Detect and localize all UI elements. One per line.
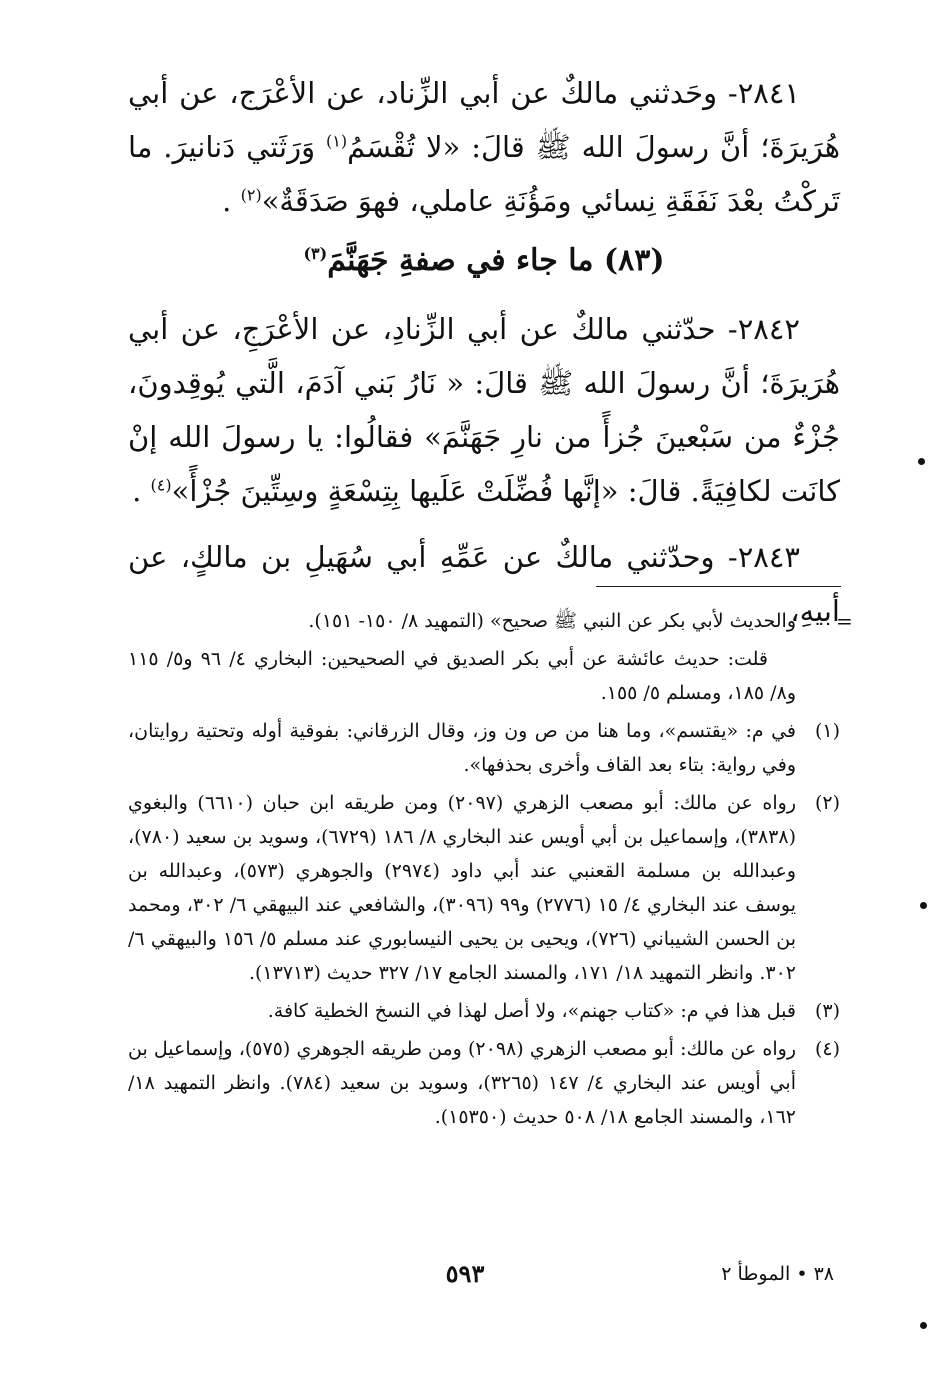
footnote-ref-2: (٢) (240, 185, 262, 205)
footnote-number: (٣) (814, 1000, 840, 1022)
footnote-1 (128, 714, 840, 782)
footnote-ref-3: (٣) (303, 244, 328, 263)
hadith-2842 (128, 302, 840, 518)
chapter-heading-text: (٨٣) ما جاء في صفةِ جَهَنَّمَ (327, 243, 665, 278)
hadith-2842-text: ٢٨٤٢- حدّثني مالكٌ عن أبي الزِّنادِ، عن الأعْرَجِ، عن أبي هُرَيرَةَ؛ أنَّ رسولَ الله ﷺ قالَ: « نَارُ بَني آدَمَ، الَّتي يُوقِدونَ، جُزْءٌ من سَبْعينَ جُزأً من نارِ جَهَنَّمَ» فقالُوا: يا رسولَ الله إنْ كانَت لكافِيَةً. قالَ: «إنَّها فُضِّلَتْ عَلَيها بِتِسْعَةٍ وسِتِّينَ جُزْأً» (128, 312, 840, 508)
footnote-number: (٢) (814, 792, 840, 814)
paragraph-gap (128, 518, 840, 530)
footnote-3 (128, 994, 840, 1028)
footnote-4 (128, 1032, 840, 1134)
chapter-heading (128, 234, 840, 288)
scan-dot (918, 458, 925, 465)
footnote-separator (596, 586, 841, 587)
hadith-2841-text-cont: وَرَثَتي دَنانيرَ. ما تَركْتُ بعْدَ نَفَقَةِ نِسائي ومَؤُنَةِ عاملي، فهوَ صَدَقَةٌ» (128, 130, 840, 218)
footnote-number: (١) (814, 720, 840, 742)
main-text (128, 66, 840, 638)
hadith-2842-end: . (132, 474, 151, 508)
scan-dot (920, 1322, 927, 1329)
continuation-marker: = (836, 609, 853, 633)
page-number: ٥٩٣ (445, 1259, 485, 1288)
footnote-ref-1: (١) (326, 131, 348, 151)
footnote-text: قبل هذا في م: «كتاب جهنم»، ولا أصل لهذا في النسخ الخطية كافة. (267, 1000, 796, 1022)
footnote-text: في م: «يقتسم»، وما هنا من ص ون وز، وقال الزرقاني: بفوقية أوله وتحتية روايتان، وفي رواية: بتاء بعد القاف وأخرى بحذفها». (128, 720, 796, 776)
footnote-text: رواه عن مالك: أبو مصعب الزهري (٢٠٩٧) ومن طريقه ابن حبان (٦٦١٠) والبغوي (٣٨٣٨)، وإسماعيل بن أبي أويس عند البخاري ٨/ ١٨٦ (٦٧٢٩)، وسويد بن سعيد (٧٨٠)، وعبدالله بن مسلمة القعنبي عند أبي داود (٢٩٧٤) والجوهري (٥٧٣)، وعبدالله بن يوسف عند البخاري ٤/ ١٥ (٢٧٧٦) و٩٩ (٣٠٩٦)، والشافعي عند البيهقي ٦/ ٣٠٢، ومحمد بن الحسن الشيباني (٧٢٦)، ويحيى بن يحيى النيسابوري عند مسلم ٥/ ١٥٦ والبيهقي ٦/ ٣٠٢. وانظر التمهيد ١٨/ ١٧١، والمسند الجامع ١٧/ ٣٢٧ حديث (١٣٧١٣). (128, 792, 796, 984)
hadith-2843: ٢٨٤٣- وحدّثني مالكٌ عن عَمِّهِ أبي سُهَيلِ بن مالكٍ، عن أبيهِ، (128, 540, 840, 628)
footnote-ref-4: (٤) (150, 475, 172, 495)
signature-mark: ٣٨ • الموطأ ٢ (721, 1263, 834, 1285)
hadith-2841-text: ٢٨٤١- وحَدثني مالكٌ عن أبي الزِّناد، عن الأعْرَج، عن أبي هُرَيرَةَ؛ أنَّ رسولَ الله ﷺ قالَ: «لا تُقْسَمُ (128, 76, 840, 164)
hadith-2841-end: . (222, 184, 241, 218)
footnote-qultu: قلت: حديث عائشة عن أبي بكر الصديق في الصحيحين: البخاري ٤/ ٩٦ و٥/ ١١٥ و٨/ ١٨٥، ومسلم ٥/ ١٥٥. (128, 648, 796, 704)
hadith-2841 (128, 66, 840, 228)
footnote-continuation: والحديث لأبي بكر عن النبي ﷺ صحيح» (التمهيد ٨/ ١٥٠- ١٥١). (308, 610, 796, 632)
footnotes (128, 604, 840, 1138)
footnote-text: رواه عن مالك: أبو مصعب الزهري (٢٠٩٨) ومن طريقه الجوهري (٥٧٥)، وإسماعيل بن أبي أويس عند البخاري ٤/ ١٤٧ (٣٢٦٥)، وسويد بن سعيد (٧٨٤). وانظر التمهيد ١٨/ ١٦٢، والمسند الجامع ١٨/ ٥٠٨ حديث (١٥٣٥٠). (128, 1038, 796, 1128)
footnote-2 (128, 786, 840, 990)
scan-dot (920, 902, 927, 909)
footnote-number: (٤) (814, 1038, 840, 1060)
